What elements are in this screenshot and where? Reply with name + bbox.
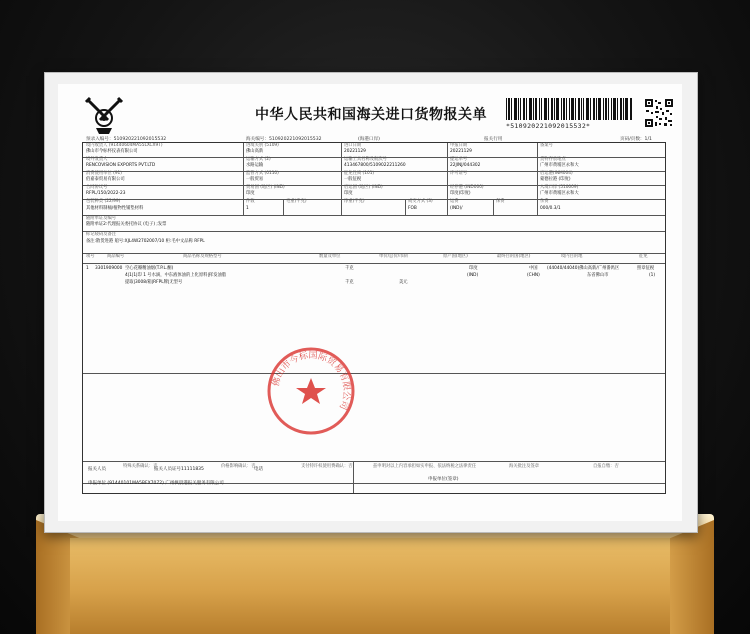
marks-label: 标记唛码及备注 bbox=[86, 232, 117, 237]
port-label: (海港口岸) bbox=[358, 137, 380, 142]
goods-header-name: 商品名称及规格型号 bbox=[183, 254, 222, 259]
royalty-confirm: 支付特许权使用费确认：否 bbox=[301, 464, 353, 469]
declare-date-value: 20221129 bbox=[450, 149, 472, 154]
goods-row-tax: 照章征税 bbox=[637, 266, 655, 271]
user-value: 佰嘉泰贸易有限公司 bbox=[86, 177, 125, 182]
via-port-label: 经停港 (IND000) bbox=[450, 185, 484, 190]
import-date-label: 进口日期 bbox=[344, 143, 362, 148]
bl-label: 提运单号 bbox=[450, 157, 468, 162]
bl-value: 22JINJ/044302 bbox=[450, 163, 481, 168]
misc-label: 杂费 bbox=[540, 199, 549, 204]
trade-country-value: 印度 bbox=[246, 191, 255, 196]
gross-label: 毛重(千克) bbox=[286, 199, 307, 204]
agent-company: 申报单位 (91440101MA5BFX7072) 广州枫晨港报关服务有限公司 bbox=[88, 481, 224, 486]
vessel-value: 413467800/5109022211260 bbox=[344, 163, 406, 168]
self-report: 自报自缴：否 bbox=[593, 464, 619, 469]
trade-country-label: 贸易国 (地区) (IND) bbox=[246, 185, 285, 190]
depart-port-value: 蒙德拉港 (印度) bbox=[540, 177, 571, 182]
contract-value: RFPL/150/2022-23 bbox=[86, 191, 126, 196]
entry-point-value: 广州市黄埔区永和大 bbox=[540, 191, 579, 196]
package-label: 包装种类 (22/99) bbox=[86, 199, 121, 204]
deal-value: FOB bbox=[408, 206, 417, 211]
goods-header-code: 商品编号 bbox=[107, 254, 125, 259]
pieces-label: 件数 bbox=[246, 199, 255, 204]
docs-value: 随附单证2:代理报关委托协议 (电子) ;发票 bbox=[86, 222, 167, 227]
price-effect: 价格影响确认：否 bbox=[221, 464, 256, 469]
goods-row-code: 3301909000 bbox=[95, 266, 123, 271]
barcode-number: *510920221092015532* bbox=[506, 122, 591, 130]
goods-header-domestic: 境内目的地 bbox=[561, 254, 583, 259]
transport-value: 水路运输 bbox=[246, 163, 264, 168]
goods-row-qty: 千克 bbox=[345, 280, 354, 285]
consignee-value: 佛山市今标杯仪表有限公司 bbox=[86, 149, 138, 154]
customs-note: 海关批注及签章 bbox=[509, 464, 540, 469]
goods-row-dest: (CHN) bbox=[527, 273, 540, 278]
special-relation: 特殊关系确认：否 bbox=[123, 464, 158, 469]
goods-row-origin: 印度 bbox=[469, 266, 478, 271]
declare-unit-label: 申报单位(签章) bbox=[428, 477, 459, 482]
misc-value: 000/0.3/1 bbox=[540, 206, 561, 211]
customs-number: 海关编号：510920221092015532 bbox=[246, 137, 322, 142]
declarant-value: 报关人员证号11111835 bbox=[154, 467, 204, 472]
origin-country-value: 印度 bbox=[344, 191, 353, 196]
license-label: 许可证号 bbox=[450, 171, 468, 176]
entry-port-label: 进境关别 (5109) bbox=[246, 143, 279, 148]
goods-row-domestic: (44040/44040)佛山高新/广州番禺区 bbox=[547, 266, 620, 271]
location-label: 货物存放地点 bbox=[540, 157, 566, 162]
declare-date-label: 申报日期 bbox=[450, 143, 468, 148]
marks-value: 备注:散货进港 船号:XJL4W2702007/10 柜:毛中文品称 RFPL bbox=[86, 239, 205, 244]
docs-label: 随附单证及编号 bbox=[86, 216, 117, 221]
barcode bbox=[506, 98, 632, 120]
phone-label: 电话 bbox=[254, 467, 263, 472]
svg-text:佛山市今标国际贸易有限公司: 佛山市今标国际贸易有限公司 bbox=[271, 350, 352, 411]
goods-header-qty: 数量及单位 bbox=[319, 254, 341, 259]
goods-header-origin: 原产国(地区) bbox=[443, 254, 468, 259]
via-port-value: 印度(印度) bbox=[450, 191, 471, 196]
entry-port-value: 佛山高新 bbox=[246, 149, 264, 154]
customs-emblem-icon bbox=[82, 96, 126, 136]
goods-row-origin: (IND) bbox=[467, 273, 479, 278]
goods-row-dest: 中国 bbox=[529, 266, 538, 271]
customs-declaration-sheet bbox=[58, 84, 682, 521]
goods-header-no: 项号 bbox=[86, 254, 95, 259]
package-value: 其他材料制桶/植物性铺垫材料 bbox=[86, 206, 144, 211]
depart-port-label: 启运港(INM004) bbox=[540, 171, 573, 176]
declarant-label: 报关人员 bbox=[88, 467, 106, 472]
goods-row-no: 1 bbox=[86, 266, 89, 271]
podium-right bbox=[670, 520, 714, 634]
goods-row-tax: (1) bbox=[649, 273, 656, 278]
goods-row-name: 提取|3008/箱|RFPL牌|无型号 bbox=[125, 280, 183, 285]
company-seal bbox=[266, 346, 356, 436]
declaration-form bbox=[82, 142, 666, 494]
origin-country-label: 启运国 (地区) (IND) bbox=[344, 185, 383, 190]
declaration-statement: 兹申明对以上内容承担如实申报、依法纳税之法律责任 bbox=[373, 464, 477, 469]
deal-label: 成交方式 (3) bbox=[408, 199, 433, 204]
preentry-number: 预录入编号：510920221092015532 bbox=[86, 137, 167, 142]
goods-header-dest: 最终目的国(地区) bbox=[497, 254, 531, 259]
location-value: 广州市黄埔区永和大 bbox=[540, 163, 579, 168]
goods-header-price: 单价/总价/币制 bbox=[379, 254, 408, 259]
shipper-label: 境外发货人 bbox=[86, 157, 108, 162]
freight-value: (IND)/ bbox=[450, 206, 463, 211]
consignee-label: 境内收货人 (91440604MA55LXCX9T) bbox=[86, 143, 163, 148]
page-title: 中华人民共和国海关进口货物报关单 bbox=[255, 107, 487, 123]
pieces-value: 1 bbox=[246, 206, 249, 211]
insurance-label: 保费 bbox=[496, 199, 505, 204]
podium-front bbox=[70, 538, 680, 634]
import-date-value: 20221129 bbox=[344, 149, 366, 154]
qr-code bbox=[644, 98, 674, 128]
contract-label: 合同协议号 bbox=[86, 185, 108, 190]
goods-row-qty: 千克 bbox=[345, 266, 354, 271]
tax-value: 一般征税 bbox=[344, 177, 362, 182]
supervision-value: 一般贸易 bbox=[246, 177, 264, 182]
vessel-label: 运输工具名称及航次号 bbox=[344, 157, 387, 162]
filing-label: 备案号 bbox=[540, 143, 553, 148]
tax-label: 征免性质 (101) bbox=[344, 171, 375, 176]
goods-header-tax: 征免 bbox=[639, 254, 648, 259]
supervision-label: 监管方式 (0110) bbox=[246, 171, 279, 176]
net-label: 净重(千克) bbox=[344, 199, 365, 204]
filing-use: 报关行用 bbox=[484, 137, 503, 142]
goods-row-price: 美元 bbox=[399, 280, 408, 285]
user-label: 消费使用单位 (91) bbox=[86, 171, 122, 176]
shipper-value: RENCOVISION EXPORTS PVT.LTD bbox=[86, 163, 156, 168]
freight-label: 运费 bbox=[450, 199, 459, 204]
goods-row-name: 空心花瓣精油烟(T.P.L.酮) bbox=[125, 266, 174, 271]
goods-row-name: 4|1|1|印 1 号水滴，中东液体油的上化原料|挥发油脂 bbox=[125, 273, 227, 278]
entry-point-label: 入境口岸 (510009) bbox=[540, 185, 579, 190]
page-number: 页码/页数：1/1 bbox=[620, 137, 652, 142]
goods-row-domestic: 东省佛山市 bbox=[587, 273, 609, 278]
transport-label: 运输方式 (2) bbox=[246, 157, 271, 162]
